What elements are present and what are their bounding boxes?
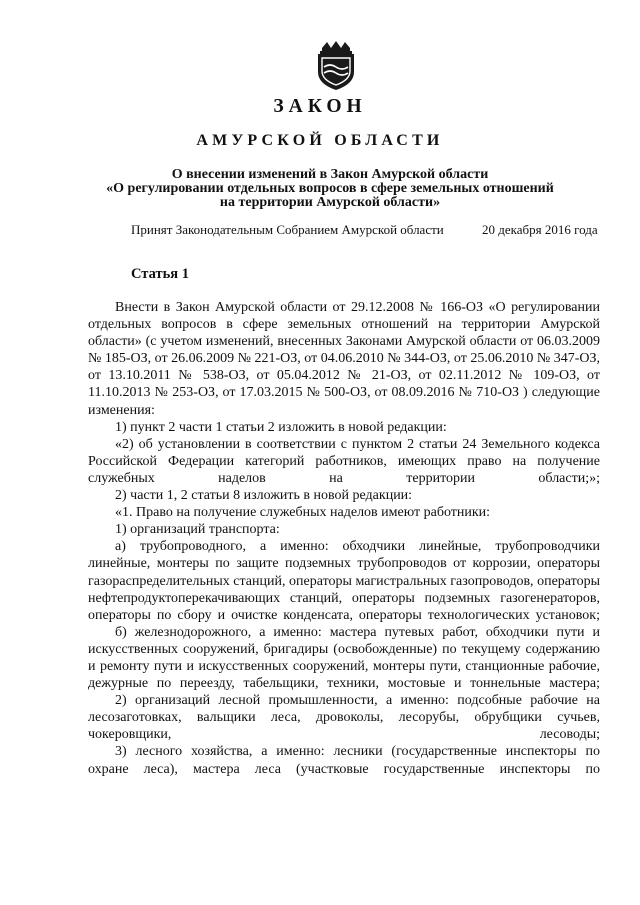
law-title: ЗАКОН bbox=[273, 96, 367, 117]
adopted-by: Принят Законодательным Собранием Амурской области bbox=[131, 222, 444, 237]
article-paragraph: а) трубопроводного, а именно: обходчики линейные, трубопроводчики линейные, монтеры по защите подземных трубопроводов от коррозии, операторы газораспределительных станций, операторы магистральных газопроводов, операторы нефтепродуктоперекачивающих станций, операторы подземных газогенераторов, операторы по сбору и очистке конденсата, операторы технологических установок; bbox=[88, 539, 600, 623]
coat-of-arms-emblem bbox=[315, 40, 357, 92]
article-paragraph: б) железнодорожного, а именно: мастера путевых работ, обходчики пути и искусственных сооружений, бригадиры (освобожденные) по текущему содержанию и ремонту пути и искусственных сооружений, монтеры пути, станционные рабочие, дежурные по переезду, табельщики, техники, мостовые и тоннельные мастера; bbox=[88, 624, 600, 692]
article-paragraph: Внести в Закон Амурской области от 29.12.2008 № 166-ОЗ «О регулировании отдельных вопросов в сфере земельных отношений на территории Амурской области» (с учетом изменений, внесенных Законами Амурской области от 06.03.2009 № 185-ОЗ, от 26.06.2009 № 221-ОЗ, от 04.06.2010 № 344-ОЗ, от 25.06.2010 № 347-ОЗ, от 13.10.2011 № 538-ОЗ, от 05.04.2012 № 21-ОЗ, от 02.11.2012 № 109-ОЗ, от 11.10.2013 № 253-ОЗ, от 17.03.2015 № 500-ОЗ, от 08.09.2016 № 710-ОЗ ) следующие изменения: bbox=[88, 300, 600, 418]
article-body bbox=[88, 299, 600, 778]
law-subject bbox=[60, 168, 600, 210]
article-paragraph: 1) пункт 2 части 1 статьи 2 изложить в новой редакции: bbox=[115, 419, 447, 435]
article-paragraph: 2) организаций лесной промышленности, а именно: подсобные рабочие на лесозаготовках, вальщики леса, дровоколы, лесорубы, обрубщики сучьев, чокеровщики, лесоводы; bbox=[88, 693, 600, 743]
subject-line: «О регулировании отдельных вопросов в сфере земельных отношений bbox=[106, 181, 554, 196]
article-paragraph: «2) об установлении в соответствии с пунктом 2 статьи 24 Земельного кодекса Российской Федерации категорий работников, имеющих право на получение служебных наделов на территории области;»; bbox=[88, 436, 600, 486]
article-paragraph: 1) организаций транспорта: bbox=[115, 522, 280, 538]
amur-oblast-coat-of-arms-icon bbox=[315, 40, 357, 92]
subject-line: О внесении изменений в Закон Амурской области bbox=[171, 167, 489, 182]
article-paragraph: 3) лесного хозяйства, а именно: лесники (государственные инспекторы по охране леса), мастера леса (участковые государственные инспекторы по bbox=[88, 744, 600, 777]
article-paragraph: «1. Право на получение служебных наделов имеют работники: bbox=[115, 505, 491, 521]
subject-line: на территории Амурской области» bbox=[219, 195, 441, 210]
adopted-date: 20 декабря 2016 года bbox=[482, 222, 598, 237]
article-paragraph: 2) части 1, 2 статьи 8 изложить в новой редакции: bbox=[115, 488, 413, 504]
region-title: АМУРСКОЙ ОБЛАСТИ bbox=[196, 132, 444, 149]
article-heading: Статья 1 bbox=[131, 266, 189, 282]
